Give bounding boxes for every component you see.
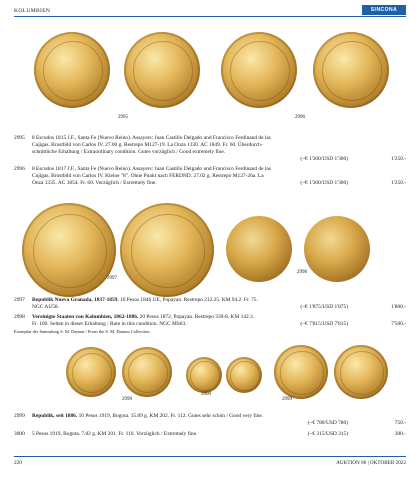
coin-2995-obverse: [34, 32, 110, 108]
image-label-2997: 2997: [107, 276, 117, 281]
image-label-2998: 2998: [297, 270, 307, 275]
image-label-2996: 2996: [295, 115, 305, 120]
coin-3000-reverse: [226, 357, 262, 393]
image-label-2999-b: 2999: [282, 397, 292, 402]
lot-2997: [14, 297, 406, 313]
coin-2999-reverse: [122, 347, 172, 397]
image-label-2999: 2999: [122, 397, 132, 402]
lot-2998: [14, 314, 406, 338]
lot-description: [32, 413, 354, 420]
coin-3000-obverse: [186, 357, 222, 393]
lot-description: [32, 135, 354, 156]
lot-estimate: (~€ 7'815/USD 7'815): [300, 321, 348, 327]
lot-number: 3000: [14, 431, 25, 437]
coin-2999-obverse: [66, 347, 116, 397]
coin-2997-reverse: [120, 203, 214, 297]
lot-2995: [14, 135, 406, 165]
lot-number: 2996: [14, 166, 25, 172]
lot-estimate: (~€ 1'300/USD 1'300): [300, 180, 348, 186]
description-line: NGC AU58.: [32, 304, 59, 310]
lot-number: 2998: [14, 314, 25, 320]
coin-2999-reverse-b: [334, 345, 388, 399]
lot-price: 300.-: [394, 431, 406, 437]
description-line: 20 Pesos 1872, Popayan. Restrepo 339-8. KM 142.3.: [138, 314, 255, 320]
description-line: 5 Pesos 1919, Bogota. 7.82 g. KM 201. Fr. 110. Vorzüglich / Extremely fine.: [32, 431, 198, 437]
lot-number: 2995: [14, 135, 25, 141]
lot-estimate: (~€ 780/USD 780): [307, 420, 348, 426]
lot-price: 1'800.-: [391, 304, 406, 310]
coin-2996-obverse: [221, 32, 297, 108]
coin-2996-reverse: [313, 32, 389, 108]
image-label-2995: 2995: [118, 115, 128, 120]
lot-title: Republik Nueva Granada, 1837-1859.: [32, 297, 119, 303]
footer-rule: [14, 456, 406, 457]
lot-price: 750.-: [394, 420, 406, 426]
auction-info: AUKTION 86 | OKTOBER 2022: [336, 460, 406, 466]
lot-2999: [14, 413, 406, 429]
page-header: [14, 5, 406, 19]
sincona-logo: SINCONA: [362, 5, 406, 15]
description-line: Onza 1335. AC 1854. Fr. 60. Vorzüglich / Extremely fine.: [32, 180, 157, 186]
image-label-3000: 3000: [201, 392, 211, 397]
header-rule: [14, 16, 406, 17]
description-line: 16 Pesos 1846 UE, Popayan. Restrepo 212.25. KM 94.2. Fr. 75.: [118, 297, 258, 303]
lot-title: Vereinigte Staaten von Kolumbien, 1862-1886.: [32, 314, 139, 320]
lot-price: 1'250.-: [391, 156, 406, 162]
lot-provenance: Exemplar der Sammlung S. M. Damon / From the S. M. Damon Collection.: [14, 329, 151, 334]
lot-number: 2999: [14, 413, 25, 419]
lot-price: 1'250.-: [391, 180, 406, 186]
description-line: schnittliche Erhaltung / Extraordinary condition. Gutes vorzüglich / Good extremely fine.: [32, 149, 226, 155]
coin-2998-obverse: [226, 216, 292, 282]
lot-number: 2997: [14, 297, 25, 303]
coin-2998-reverse: [304, 216, 370, 282]
lot-3000: [14, 431, 406, 447]
description-line: Fr. 100. Selten in dieser Erhaltung / Rare in this condition. NGC MS63.: [32, 321, 187, 327]
description-line: Cujigas. Brustbild von Carlos IV. 27.00 g. Restrepo M127-19. La Onza 1330. AC 1849. Fr. 60. Überdurch-: [32, 142, 263, 148]
description-line: 10 Pesos 1919, Bogota. 15.89 g. KM 202. Fr. 112. Gutes sehr schön / Good very fine.: [77, 413, 264, 419]
coin-2995-reverse: [124, 32, 200, 108]
lot-2996: [14, 166, 406, 196]
description-line: 8 Escudos 1817 J.F., Santa Fe (Nuevo Reino). Assayers: Juan Castillo Delgado und Francisco Ferdinand de las: [32, 166, 271, 172]
description-line: Cujigas. Brustbild von Carlos IV. Kleine "8". Ohne Punkt nach FERDND. 27.02 g. Restrepo M127-26a. La: [32, 173, 264, 179]
lot-price: 7'500.-: [391, 321, 406, 327]
lot-title: Republik, seit 1886.: [32, 413, 78, 419]
lot-estimate: (~€ 1'875/USD 1'875): [300, 304, 348, 310]
coin-2997-obverse: [22, 203, 116, 297]
page-number: 220: [14, 460, 22, 466]
section-title: KOLUMBIEN: [14, 8, 51, 14]
lot-estimate: (~€ 1'300/USD 1'300): [300, 156, 348, 162]
lot-estimate: (~€ 315/USD 315): [307, 431, 348, 437]
description-line: 8 Escudos 1815 J.F., Santa Fe (Nuevo Reino). Assayers: Juan Castillo Delgado und Francisco Ferdinand de las: [32, 135, 271, 141]
coin-2999-obverse-b: [274, 345, 328, 399]
lot-description: [32, 431, 354, 438]
